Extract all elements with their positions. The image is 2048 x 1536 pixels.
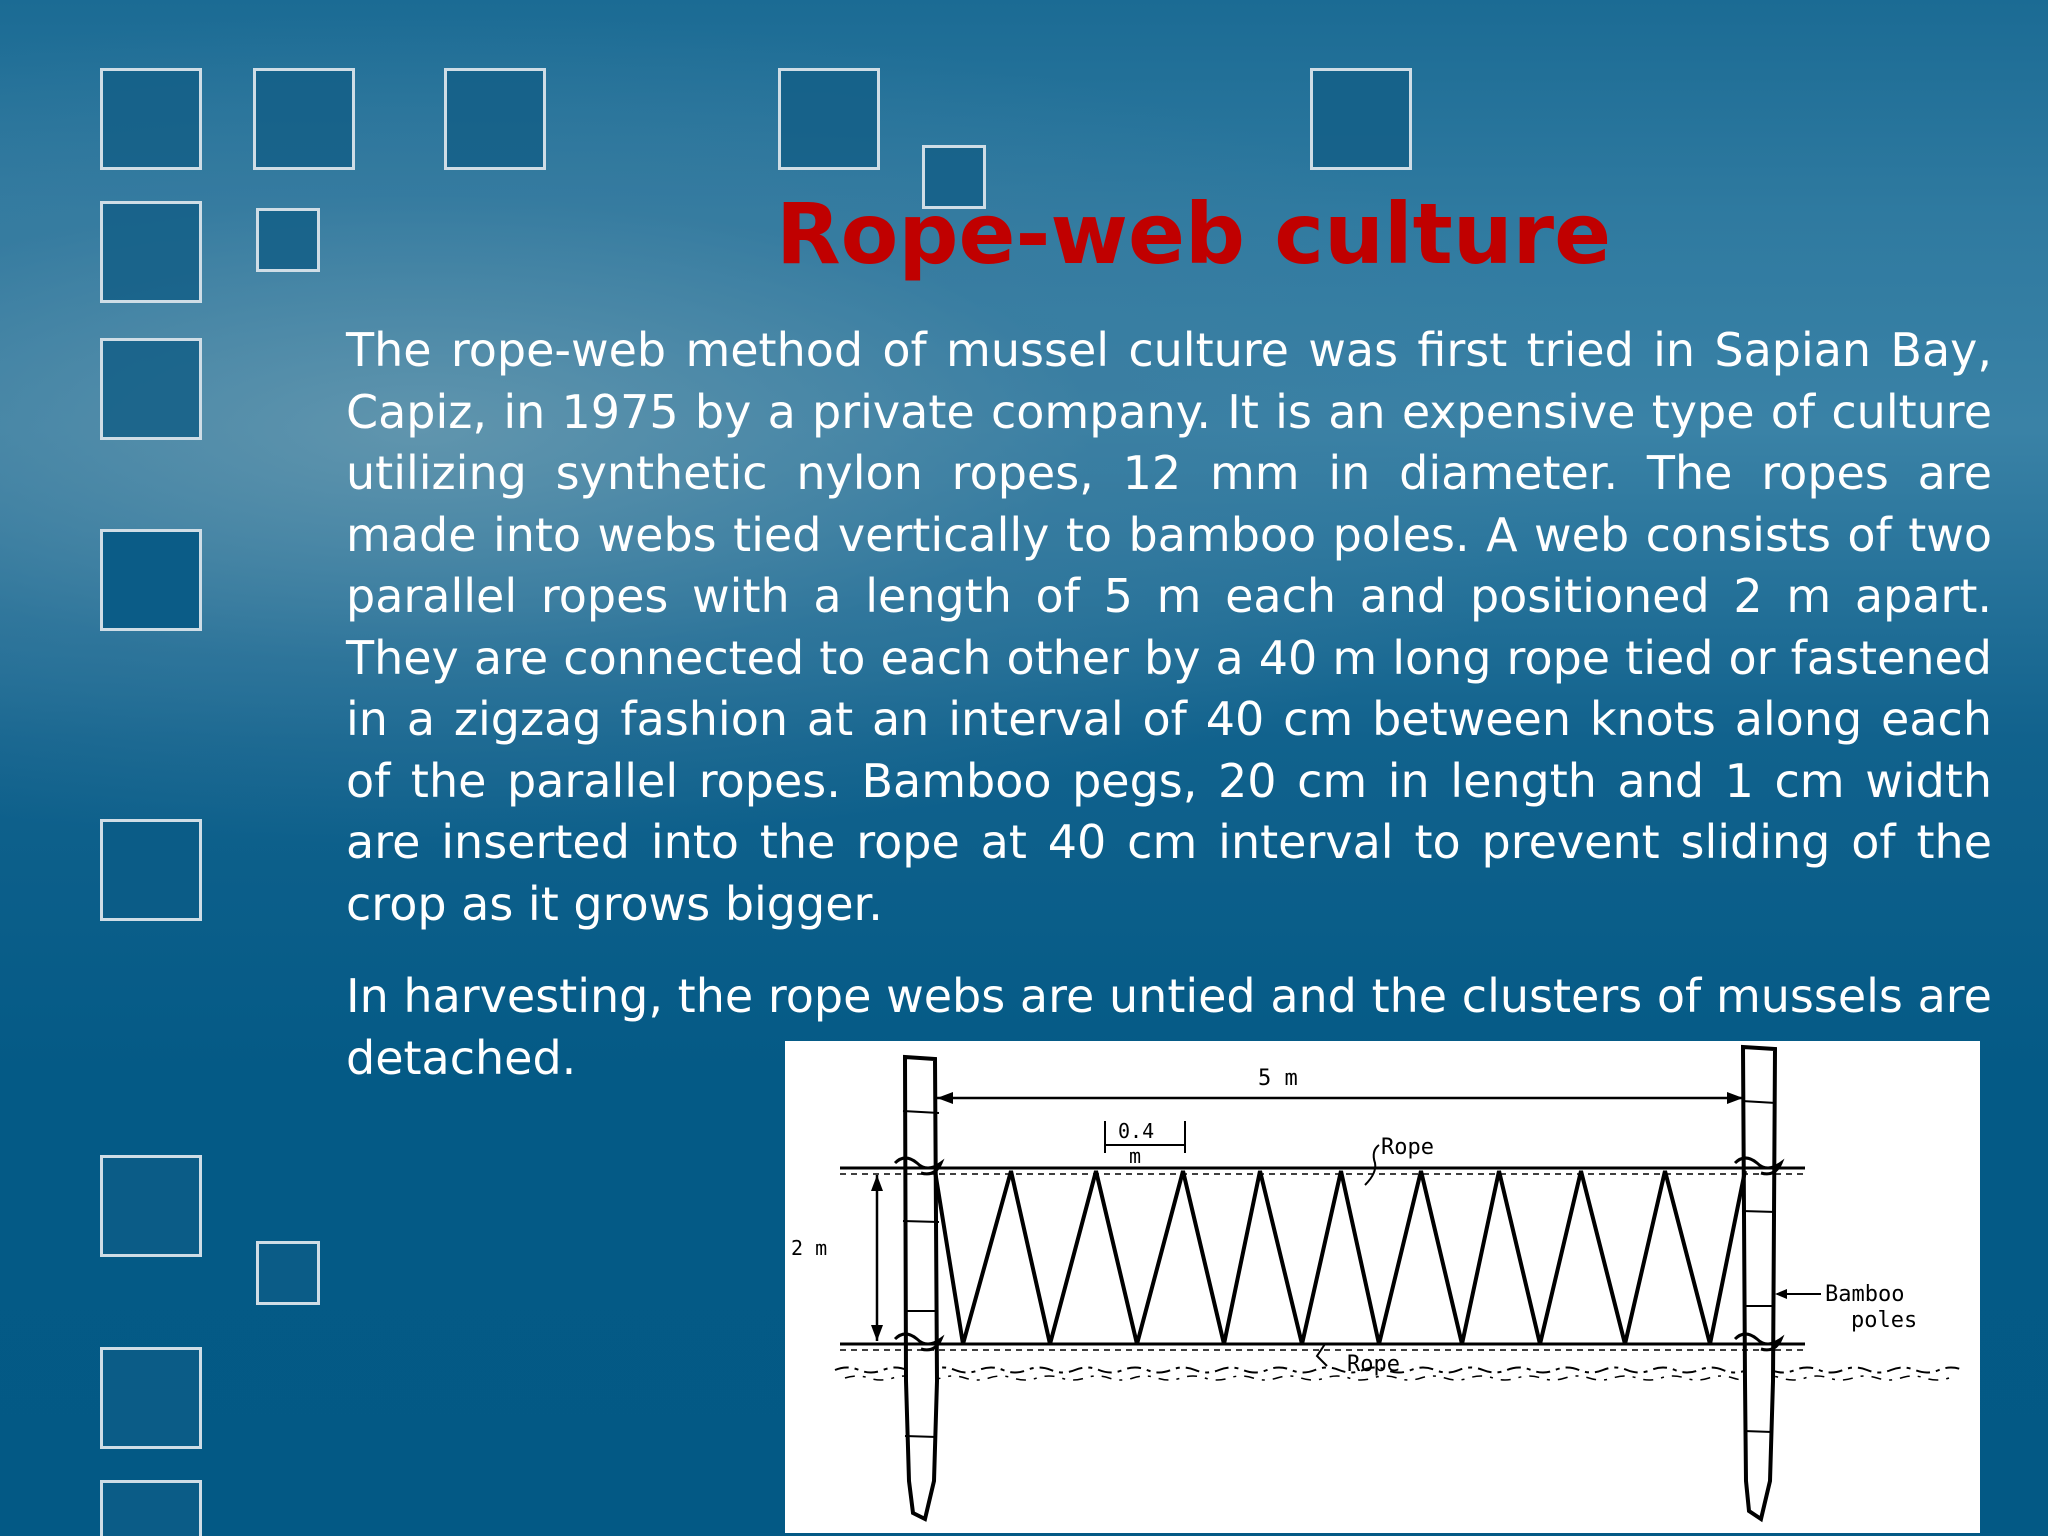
interval-label-bottom: m	[1129, 1144, 1142, 1168]
decorative-square	[1310, 68, 1412, 170]
height-dimension-arrow	[871, 1175, 883, 1191]
body-paragraph: The rope-web method of mussel culture was first tried in Sapian Bay, Capiz, in 1975 by a private company. It is an expensive type of culture utilizing synthetic nylon ropes, 12 mm in diameter. The ropes are made into webs tied vertically to bamboo poles. A web consists of two parallel ropes with a length of 5 m each and positioned 2 m apart. They are connected to each other by a 40 m long rope tied or fastened in a zigzag fashion at an interval of 40 cm between knots along each of the parallel ropes. Bamboo pegs, 20 cm in length and 1 cm width are inserted into the rope at 40 cm interval to prevent sliding of the crop as it grows bigger.	[346, 323, 1992, 931]
zigzag-rope	[935, 1171, 1745, 1344]
bottom-rope-leader	[1317, 1344, 1327, 1366]
pole-node	[905, 1436, 937, 1437]
pole-node	[1744, 1431, 1772, 1432]
decorative-square	[256, 208, 320, 272]
decorative-square	[100, 68, 202, 170]
body-paragraph: In harvesting, the rope webs are untied and the clusters of mussels are detached.	[346, 969, 1992, 1085]
decorative-square	[253, 68, 355, 170]
decorative-square	[256, 1241, 320, 1305]
top-rope-label: Rope	[1381, 1135, 1434, 1160]
interval-label-top: 0.4	[1118, 1119, 1155, 1143]
slide-title: Rope-web culture	[776, 185, 1612, 283]
decorative-square	[100, 201, 202, 303]
width-label: 5 m	[1258, 1066, 1298, 1091]
decorative-square	[100, 1480, 202, 1536]
bamboo-poles-label-line2: poles	[1851, 1308, 1918, 1333]
decorative-square	[100, 1347, 202, 1449]
decorative-square	[444, 68, 546, 170]
rope-web-diagram	[785, 1041, 1980, 1533]
decorative-square	[100, 529, 202, 631]
width-dimension-arrow	[1727, 1092, 1743, 1104]
height-label: 2 m	[791, 1236, 828, 1260]
pole-node	[903, 1221, 939, 1222]
bottom-rope-label: Rope	[1347, 1352, 1400, 1377]
left-bamboo-pole	[905, 1057, 937, 1519]
width-dimension-arrow	[937, 1092, 953, 1104]
pole-node	[1742, 1211, 1776, 1212]
bamboo-poles-arrow	[1775, 1289, 1787, 1299]
decorative-square	[100, 1155, 202, 1257]
decorative-square	[778, 68, 880, 170]
decorative-square	[100, 819, 202, 921]
bamboo-poles-label-line1: Bamboo	[1825, 1282, 1905, 1307]
height-dimension-arrow	[871, 1325, 883, 1341]
decorative-square	[100, 338, 202, 440]
top-rope-leader	[1365, 1145, 1379, 1185]
right-bamboo-pole	[1743, 1047, 1775, 1519]
